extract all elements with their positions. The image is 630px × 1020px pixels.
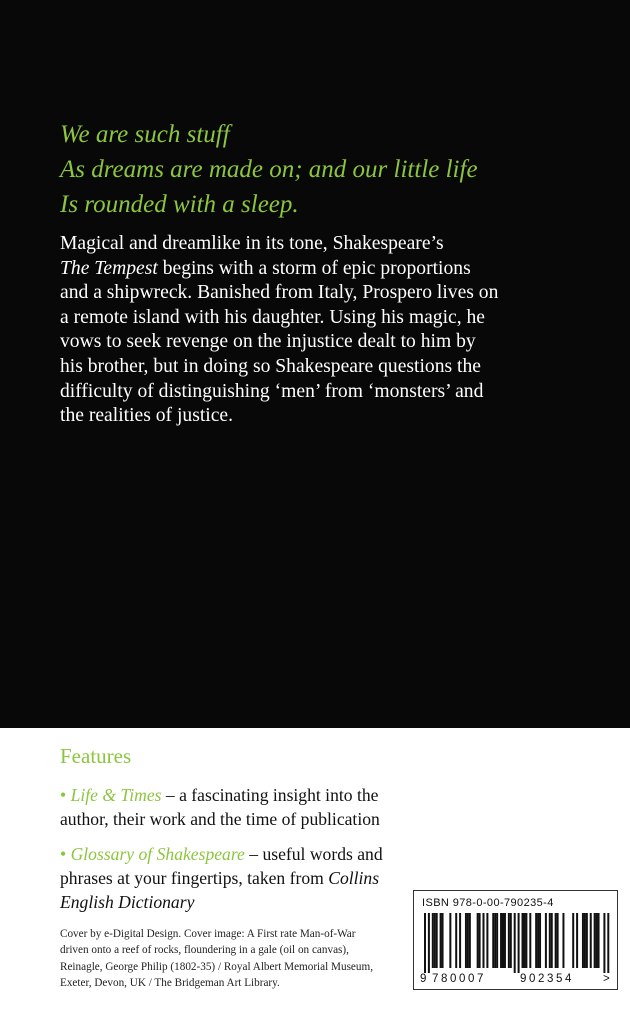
barcode-bar: [455, 913, 457, 968]
barcode-bar: [596, 913, 598, 968]
barcode-bar: [496, 913, 498, 968]
credits-line: Reinagle, George Philip (1802-35) / Royal Albert Memorial Museum,: [60, 960, 373, 973]
barcode-bar: [469, 913, 471, 968]
blurb-line: a remote island with his daughter. Using his magic, he: [60, 306, 485, 328]
quote-line: Is rounded with a sleep.: [60, 191, 299, 218]
epigraph-quote: [60, 117, 600, 222]
barcode-bars: [420, 913, 613, 973]
barcode-bar: [586, 913, 588, 968]
feature-line: [60, 783, 420, 807]
blurb-line: and a shipwreck. Banished from Italy, Prospero lives on: [60, 282, 499, 304]
barcode-bar: [525, 913, 527, 968]
barcode-bar: [582, 913, 584, 968]
barcode-bar: [442, 913, 444, 968]
barcode-bar: [500, 913, 502, 968]
bullet-icon: •: [60, 785, 67, 805]
blurb-line: vows to seek revenge on the injustice dealt to him by: [60, 331, 476, 353]
barcode-digit-first: 9: [420, 973, 427, 985]
barcode-bar: [555, 913, 557, 968]
barcode-bar: [557, 913, 559, 968]
play-title: The Tempest: [60, 257, 158, 279]
barcode-bar: [598, 913, 600, 968]
barcode-bar: [523, 913, 525, 968]
feature-item-life-and-times: [60, 783, 420, 831]
dictionary-title: English Dictionary: [60, 892, 195, 912]
features-heading: Features: [60, 744, 132, 768]
barcode-bar: [572, 913, 574, 968]
barcode-bar: [424, 913, 426, 973]
barcode-bar: [545, 913, 547, 968]
barcode-bar: [508, 913, 510, 968]
barcode-bar: [537, 913, 539, 968]
barcode-bar: [440, 913, 442, 968]
barcode-quiet-mark: >: [603, 973, 610, 985]
credits-line: driven onto a reef of rocks, floundering in a gale (oil on canvas),: [60, 944, 349, 957]
barcode-bar: [514, 913, 516, 973]
barcode-digits-right: 902354: [520, 973, 574, 985]
barcode-bar: [486, 913, 488, 968]
feature-line: author, their work and the time of publication: [60, 809, 380, 829]
barcode-bar: [436, 913, 438, 968]
barcode-bar: [590, 913, 592, 968]
barcode-bar: [535, 913, 537, 968]
barcode-bar: [551, 913, 553, 968]
barcode-bar: [434, 913, 436, 968]
blurb-line: Magical and dreamlike in its tone, Shakespeare’s: [60, 233, 444, 254]
barcode-bar: [432, 913, 434, 968]
blurb-line: the realities of justice.: [60, 405, 234, 427]
barcode-bar: [510, 913, 512, 968]
barcode-bar: [477, 913, 479, 968]
bullet-icon: •: [60, 844, 67, 864]
barcode-digits: [420, 971, 613, 987]
blurb-line: [60, 257, 605, 282]
quote-line: We are such stuff: [60, 121, 230, 148]
barcode-bar: [479, 913, 481, 968]
barcode-bar: [584, 913, 586, 968]
blurb-line: his brother, but in doing so Shakespeare questions the: [60, 355, 481, 377]
barcode-bar: [494, 913, 496, 968]
barcode-bar: [594, 913, 596, 968]
barcode-bar: [549, 913, 551, 968]
feature-line: [60, 890, 420, 914]
barcode-bar: [483, 913, 485, 968]
blurb-text: begins with a storm of epic proportions: [157, 257, 471, 279]
feature-line: [60, 866, 420, 890]
cover-credits: [60, 926, 400, 992]
quote-line: As dreams are made on; and our little life: [60, 156, 478, 183]
barcode-bar: [529, 913, 531, 968]
barcode-bar: [539, 913, 541, 968]
barcode-bar: [504, 913, 506, 968]
isbn-label: ISBN 978-0-00-790235-4: [422, 897, 554, 909]
barcode-bar: [449, 913, 451, 968]
barcode-bar: [502, 913, 504, 968]
credits-line: Cover by e-Digital Design. Cover image: A First rate Man-of-War: [60, 928, 356, 940]
barcode-digits-left: 780007: [432, 973, 486, 985]
barcode-bar: [518, 913, 520, 973]
barcode-bar: [562, 913, 564, 968]
barcode-bar: [492, 913, 494, 968]
feature-description: – a fascinating insight into the: [161, 785, 379, 805]
isbn-barcode: [413, 890, 618, 990]
barcode-bar: [522, 913, 524, 968]
barcode-bar: [607, 913, 609, 973]
barcode-bar: [576, 913, 578, 968]
feature-item-glossary: [60, 842, 420, 914]
barcode-bar: [603, 913, 605, 973]
feature-line: [60, 842, 420, 866]
barcode-bar: [467, 913, 469, 968]
dictionary-title: Collins: [328, 868, 380, 888]
barcode-bar: [465, 913, 467, 968]
barcode-bar: [428, 913, 430, 973]
feature-name: Life & Times: [70, 785, 162, 805]
feature-name: Glossary of Shakespeare: [70, 844, 245, 864]
blurb-line: difficulty of distinguishing ‘men’ from ‘monsters’ and: [60, 380, 484, 402]
synopsis-blurb: [60, 232, 605, 429]
credits-line: Exeter, Devon, UK / The Bridgeman Art Library.: [60, 977, 280, 990]
barcode-bar: [459, 913, 461, 968]
feature-description: – useful words and: [244, 844, 383, 864]
feature-description: phrases at your fingertips, taken from: [60, 868, 329, 888]
